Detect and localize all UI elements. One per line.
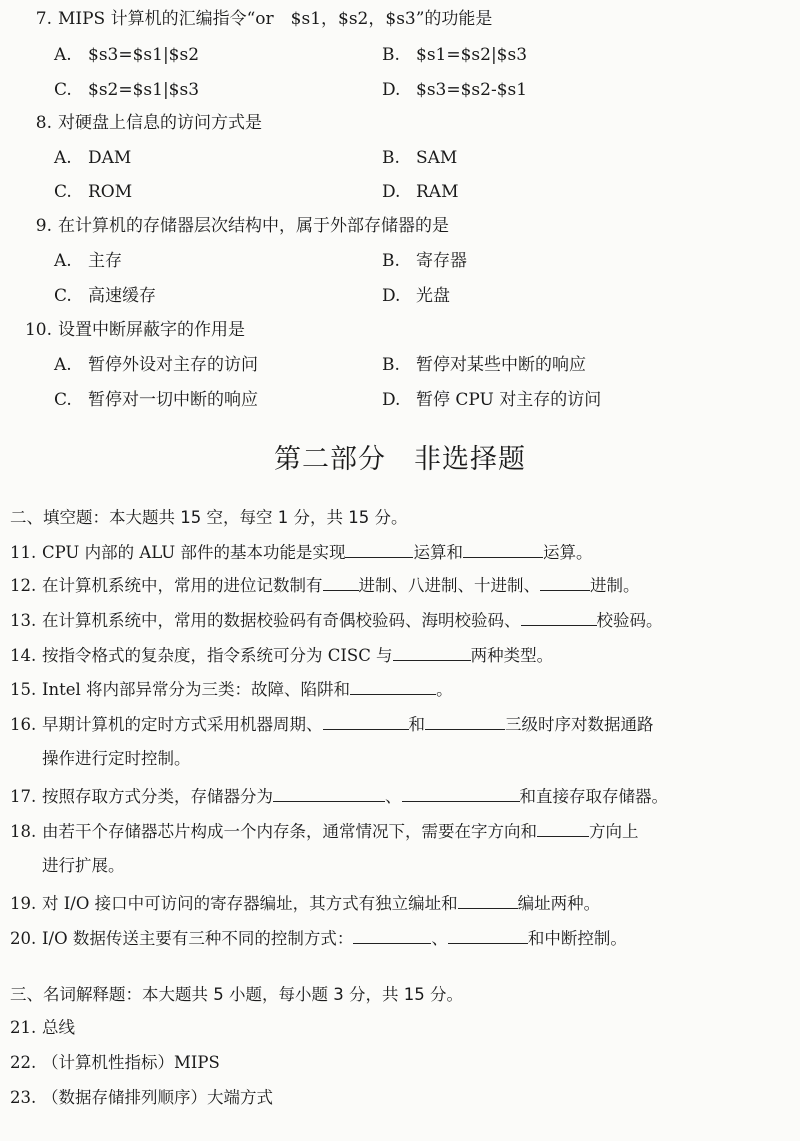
option-text: 主存	[88, 251, 122, 271]
question-text: 、	[385, 787, 402, 806]
option-b	[382, 147, 457, 169]
option-letter: B.	[382, 251, 400, 271]
question-text: 按照存取方式分类，存储器分为	[42, 787, 273, 806]
option-a	[54, 147, 131, 169]
option-text: 暂停 CPU 对主存的访问	[416, 390, 602, 410]
question-number: 11.	[10, 543, 37, 562]
option-text: 寄存器	[416, 251, 467, 271]
option-b	[382, 250, 467, 272]
answer-blank[interactable]	[458, 892, 518, 909]
question-19	[10, 892, 600, 915]
question-16	[10, 713, 654, 736]
answer-blank[interactable]	[537, 820, 589, 837]
option-letter: A.	[54, 148, 72, 168]
question-15	[10, 678, 453, 701]
option-letter: D.	[382, 80, 401, 100]
question-number: 17.	[10, 787, 37, 806]
question-20	[10, 927, 627, 950]
question-text: 编址两种。	[517, 894, 601, 913]
option-letter: A.	[54, 355, 72, 375]
option-letter: A.	[54, 45, 72, 65]
question-text: I/O 数据传送主要有三种不同的控制方式：	[42, 929, 354, 948]
option-text: $s3=$s2-$s1	[416, 80, 528, 100]
question-number: 13.	[10, 611, 37, 630]
question-number: 21.	[10, 1018, 37, 1037]
question-number: 8.	[35, 113, 52, 133]
question-number: 23.	[10, 1088, 37, 1107]
question-text: 按指令格式的复杂度，指令系统可分为 CISC 与	[42, 646, 393, 665]
option-letter: D.	[382, 286, 401, 306]
answer-blank[interactable]	[345, 541, 413, 558]
answer-blank[interactable]	[463, 541, 543, 558]
option-d	[382, 181, 458, 203]
question-text: 运算。	[542, 543, 593, 562]
option-a	[54, 354, 258, 376]
option-b	[382, 354, 586, 376]
answer-blank[interactable]	[273, 785, 385, 802]
section-heading-fill: 二、填空题：本大题共 15 空，每空 1 分，共 15 分。	[10, 508, 408, 527]
question-text: （计算机性指标）MIPS	[42, 1053, 220, 1072]
question-16-continuation	[10, 748, 191, 770]
option-text: 暂停外设对主存的访问	[88, 355, 258, 375]
answer-blank[interactable]	[353, 927, 431, 944]
question-17	[10, 785, 668, 808]
answer-blank[interactable]	[402, 785, 520, 802]
question-text: 、	[431, 929, 448, 948]
question-text: 由若干个存储器芯片构成一个内存条，通常情况下，需要在字方向和	[42, 822, 537, 841]
option-text: 光盘	[416, 286, 450, 306]
option-a	[54, 44, 199, 66]
question-text: 校验码。	[596, 611, 663, 630]
question-text: 进制。	[590, 576, 640, 595]
question-18	[10, 820, 639, 843]
question-number: 10.	[24, 320, 52, 340]
option-text: $s3=$s1|$s2	[88, 45, 200, 65]
part-title: 第二部分 非选择题	[274, 444, 526, 475]
question-number: 15.	[10, 680, 37, 699]
question-text: 操作进行定时控制。	[42, 749, 191, 768]
question-text: 总线	[42, 1018, 75, 1037]
question-7	[22, 8, 492, 30]
question-text: （数据存储排列顺序）大端方式	[42, 1088, 273, 1107]
question-text: 在计算机的存储器层次结构中，属于外部存储器的是	[58, 216, 449, 236]
question-text: CPU 内部的 ALU 部件的基本功能是实现	[42, 543, 346, 562]
answer-blank[interactable]	[393, 644, 471, 661]
option-c	[54, 285, 156, 307]
question-text: 进行扩展。	[42, 856, 125, 875]
question-10	[22, 319, 245, 341]
question-text: 方向上	[589, 822, 639, 841]
answer-blank[interactable]	[323, 574, 359, 591]
question-23	[10, 1087, 273, 1109]
option-b	[382, 44, 527, 66]
question-12	[10, 574, 640, 597]
question-text: Intel 将内部异常分为三类：故障、陷阱和	[42, 680, 351, 699]
option-d	[382, 285, 450, 307]
option-letter: B.	[382, 355, 400, 375]
option-letter: C.	[54, 182, 72, 202]
question-text: 和直接存取存储器。	[519, 787, 668, 806]
question-text: 早期计算机的定时方式采用机器周期、	[42, 715, 323, 734]
question-number: 18.	[10, 822, 37, 841]
question-text: 。	[436, 680, 453, 699]
question-number: 14.	[10, 646, 37, 665]
option-text: RAM	[416, 182, 459, 202]
option-text: 暂停对一切中断的响应	[88, 390, 258, 410]
option-letter: D.	[382, 182, 401, 202]
option-c	[54, 181, 132, 203]
question-13	[10, 609, 663, 632]
question-text: 设置中断屏蔽字的作用是	[58, 320, 245, 340]
answer-blank[interactable]	[521, 609, 597, 626]
section-heading-terms: 三、名词解释题：本大题共 5 小题，每小题 3 分，共 15 分。	[10, 985, 463, 1004]
question-8	[22, 112, 262, 134]
question-number: 22.	[10, 1053, 37, 1072]
question-text: 在计算机系统中，常用的进位记数制有	[42, 576, 323, 595]
question-text: 对硬盘上信息的访问方式是	[58, 113, 262, 133]
answer-blank[interactable]	[540, 574, 590, 591]
question-number: 7.	[35, 9, 52, 29]
option-a	[54, 250, 122, 272]
answer-blank[interactable]	[425, 713, 505, 730]
question-9	[22, 215, 449, 237]
option-d	[382, 389, 601, 411]
question-text: 运算和	[413, 543, 463, 562]
question-text: 进制、八进制、十进制、	[358, 576, 540, 595]
option-text: 高速缓存	[88, 286, 156, 306]
question-18-continuation	[10, 855, 125, 877]
question-text: 在计算机系统中，常用的数据校验码有奇偶校验码、海明校验码、	[42, 611, 521, 630]
question-number: 20.	[10, 929, 37, 948]
option-letter: C.	[54, 80, 72, 100]
question-number: 12.	[10, 576, 37, 595]
option-letter: C.	[54, 286, 72, 306]
question-11	[10, 541, 592, 564]
option-d	[382, 79, 527, 101]
option-c	[54, 389, 258, 411]
answer-blank[interactable]	[350, 678, 436, 695]
option-text: ROM	[88, 182, 133, 202]
option-text: DAM	[88, 148, 132, 168]
option-letter: C.	[54, 390, 72, 410]
option-letter: D.	[382, 390, 401, 410]
question-text: 两种类型。	[470, 646, 554, 665]
option-text: SAM	[416, 148, 458, 168]
question-text: 三级时序对数据通路	[505, 715, 654, 734]
option-text: $s1=$s2|$s3	[416, 45, 528, 65]
question-22	[10, 1052, 220, 1074]
question-21	[10, 1017, 75, 1039]
question-text: MIPS 计算机的汇编指令“or $s1，$s2，$s3”的功能是	[58, 9, 493, 29]
option-letter: A.	[54, 251, 72, 271]
option-letter: B.	[382, 45, 400, 65]
option-text: $s2=$s1|$s3	[88, 80, 200, 100]
question-text: 对 I/O 接口中可访问的寄存器编址，其方式有独立编址和	[42, 894, 458, 913]
question-number: 19.	[10, 894, 37, 913]
question-number: 16.	[10, 715, 37, 734]
question-14	[10, 644, 553, 667]
question-number: 9.	[35, 216, 52, 236]
answer-blank[interactable]	[323, 713, 409, 730]
question-text: 和	[408, 715, 425, 734]
question-text: 和中断控制。	[527, 929, 627, 948]
option-text: 暂停对某些中断的响应	[416, 355, 586, 375]
answer-blank[interactable]	[448, 927, 528, 944]
option-letter: B.	[382, 148, 400, 168]
option-c	[54, 79, 199, 101]
